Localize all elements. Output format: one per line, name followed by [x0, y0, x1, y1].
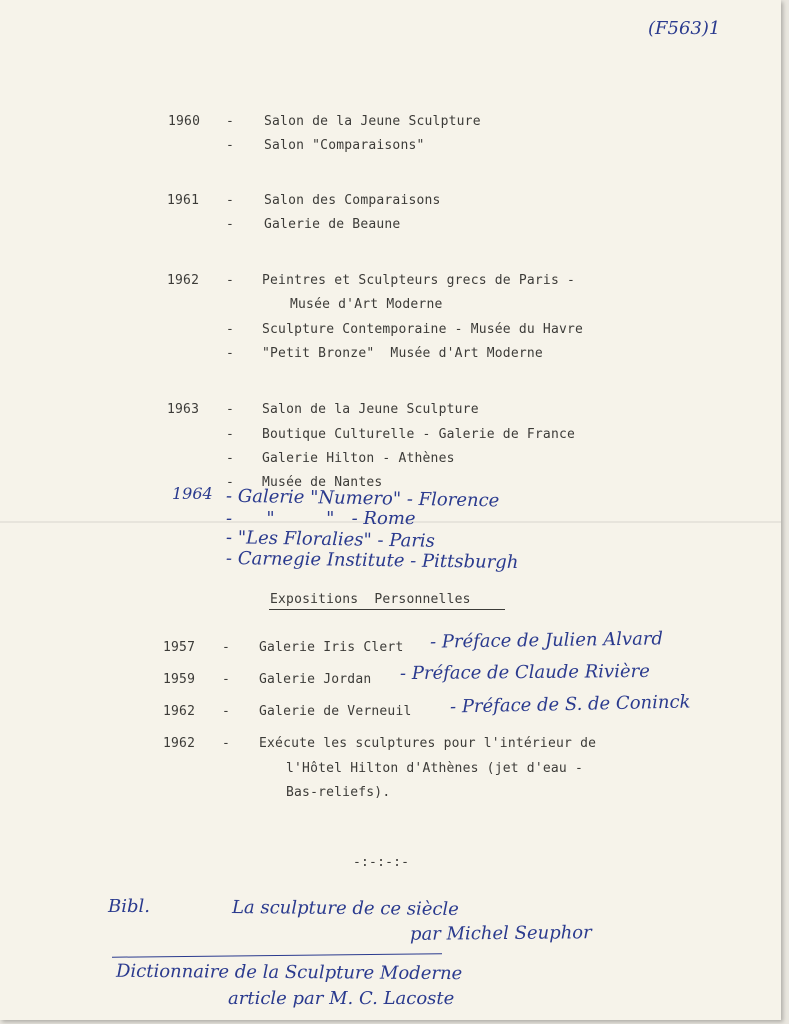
dash: -	[222, 640, 231, 655]
dash: -	[226, 138, 235, 153]
dash: -	[226, 475, 235, 490]
exhibition-entry: Musée de Nantes	[262, 475, 383, 490]
year-1960: 1960	[168, 114, 201, 129]
exhibition-entry: Galerie de Beaune	[264, 217, 401, 232]
dash: -	[226, 217, 235, 232]
bibliography-title: La sculpture de ce siècle	[231, 897, 459, 920]
dash: -	[226, 451, 235, 466]
year-1963: 1963	[167, 402, 200, 417]
section-title-underline	[269, 609, 505, 610]
section-title: Expositions Personnelles	[270, 592, 471, 607]
exhibition-entry: Sculpture Contemporaine - Musée du Havre	[262, 322, 584, 337]
exhibition-entry: Exécute les sculptures pour l'intérieur de	[259, 736, 597, 751]
reference-mark: (F563)1	[648, 18, 721, 39]
handwritten-entry: - Galerie "Numero" - Florence	[225, 485, 500, 512]
bibliography-author: article par M. C. Lacoste	[228, 988, 455, 1009]
dash: -	[226, 346, 235, 361]
exhibition-entry: Salon "Comparaisons"	[264, 138, 425, 153]
bibliography-label: Bibl.	[108, 896, 150, 917]
handwritten-preface: - Préface de Claude Rivière	[399, 660, 650, 685]
dash: -	[226, 114, 235, 129]
exhibition-entry: Salon des Comparaisons	[264, 193, 441, 208]
dash: -	[222, 672, 231, 687]
exhibition-entry: Salon de la Jeune Sculpture	[264, 114, 481, 129]
handwritten-preface: - Préface de S. de Coninck	[449, 691, 691, 718]
bibliography-title: Dictionnaire de la Sculpture Moderne	[115, 960, 463, 985]
dash: -	[226, 427, 235, 442]
exhibition-entry: Galerie Jordan	[259, 672, 372, 687]
handwritten-preface: - Préface de Julien Alvard	[429, 628, 664, 653]
dash: -	[222, 704, 231, 719]
exhibition-entry: Peintres et Sculpteurs grecs de Paris -	[262, 273, 576, 288]
exhibition-entry-continued: Bas-reliefs).	[286, 785, 391, 800]
year-1962: 1962	[167, 273, 200, 288]
dash: -	[226, 322, 235, 337]
dash: -	[226, 193, 235, 208]
exhibition-entry: Salon de la Jeune Sculpture	[262, 402, 479, 417]
exhibition-entry: Galerie Hilton - Athènes	[262, 451, 455, 466]
handwritten-entry: - " " - Rome	[226, 508, 416, 529]
exhibition-entry: Galerie de Verneuil	[259, 704, 412, 719]
handwritten-year-1964: 1964	[172, 484, 213, 503]
year-1962-verneuil: 1962	[163, 704, 196, 719]
exhibition-entry-continued: Musée d'Art Moderne	[290, 297, 443, 312]
exhibition-entry: Galerie Iris Clert	[259, 640, 404, 655]
dash: -	[226, 402, 235, 417]
year-1962-hilton: 1962	[163, 736, 196, 751]
bibliography-separator-line	[112, 953, 442, 957]
year-1961: 1961	[167, 193, 200, 208]
dash: -	[226, 273, 235, 288]
exhibition-entry: Boutique Culturelle - Galerie de France	[262, 427, 576, 442]
exhibition-entry-continued: l'Hôtel Hilton d'Athènes (jet d'eau -	[286, 761, 583, 776]
year-1957: 1957	[163, 640, 196, 655]
exhibition-entry: "Petit Bronze" Musée d'Art Moderne	[262, 346, 543, 361]
bibliography-author: par Michel Seuphor	[409, 922, 592, 945]
handwritten-entry: - Carnegie Institute - Pittsburgh	[225, 547, 519, 574]
separator: -:-:-:-	[353, 855, 410, 870]
year-1959: 1959	[163, 672, 196, 687]
dash: -	[222, 736, 231, 751]
handwritten-entry: - "Les Floralies" - Paris	[225, 527, 436, 552]
